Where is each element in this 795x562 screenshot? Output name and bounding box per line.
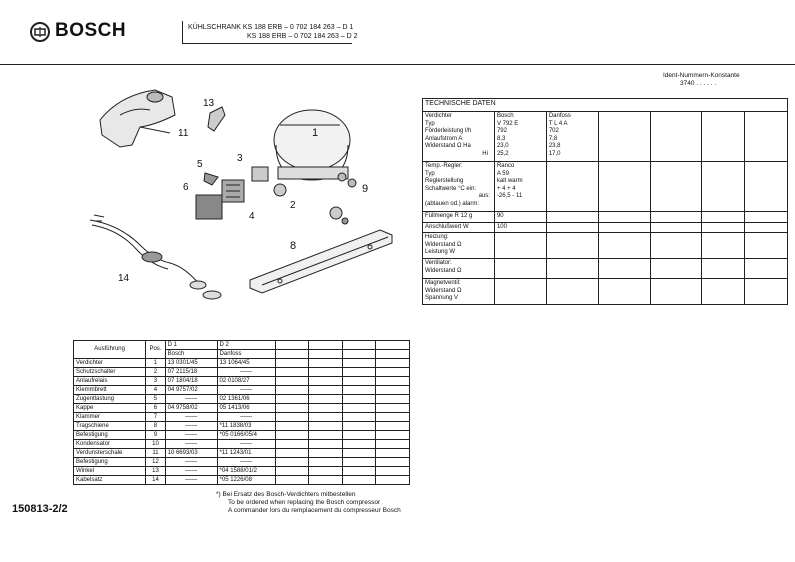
- parts-table: [73, 340, 410, 485]
- tech-row-anschluss: Anschlußwert W 100: [423, 222, 788, 233]
- brand-name: BOSCH: [55, 20, 127, 41]
- parts-header-d1: D 1: [165, 341, 217, 350]
- footnote-line-3: A commander lors du remplacement du compresseur Bosch: [228, 507, 401, 514]
- footnote-line-1: *) Bei Ersatz des Bosch-Verdichters mitbestellen: [216, 491, 356, 498]
- table-row: Tragschiene 8 —— *11 1838/03: [74, 422, 410, 431]
- table-row: Winkel 13 —— *04 1588/01/2: [74, 467, 410, 476]
- tech-row-ventilator: Ventilator: Widerstand Ω: [423, 259, 788, 279]
- table-row: Verdichter 1 13 0301/45 13 1064/45: [74, 359, 410, 368]
- callout-3: 3: [237, 153, 243, 164]
- table-row: Kappe 6 04 9758/02 05 1413/06: [74, 404, 410, 413]
- table-row: Kabelsatz 14 —— *05 1226/08: [74, 476, 410, 485]
- table-row: Klammer 7 —— ——: [74, 413, 410, 422]
- parts-header-d1-sub: Bosch: [165, 350, 217, 359]
- model-line-2: KS 188 ERB – 0 702 184 263 – D 2: [247, 33, 358, 40]
- parts-header-ausfuehrung: Ausführung: [74, 341, 146, 359]
- callout-11: 11: [178, 128, 189, 139]
- table-row: Befestigung 9 —— *05 0166/05/4: [74, 431, 410, 440]
- ident-value: 3740 . . . . . .: [680, 80, 717, 87]
- header-underline: [182, 43, 352, 44]
- tech-row-fuellmenge: Füllmenge R 12 g 90: [423, 212, 788, 223]
- technical-data-table: [422, 98, 788, 305]
- table-row: Kondensator 10 —— ——: [74, 440, 410, 449]
- header-bracket: [182, 21, 183, 43]
- callout-9: 9: [362, 183, 369, 195]
- table-row: Befestigung 12 —— ——: [74, 458, 410, 467]
- table-row: Klemmbrett 4 04 9757/02 ——: [74, 386, 410, 395]
- table-row: Anlaufrelais 3 07 1804/18 02 0108/27: [74, 377, 410, 386]
- callout-2: 2: [290, 200, 296, 211]
- callout-1: 1: [312, 127, 319, 139]
- parts-header-d2: D 2: [217, 341, 275, 350]
- callout-14: 14: [118, 273, 130, 284]
- table-row: Zugentlastung 5 —— 02 1361/06: [74, 395, 410, 404]
- tech-row-heizung: Heizung: Widerstand Ω Leistung W: [423, 233, 788, 259]
- ident-label: Ident-Nummern-Konstante: [663, 72, 740, 79]
- tech-row-magnetventil: Magnetventil: Widerstand Ω Spannung V: [423, 279, 788, 305]
- callout-13: 13: [203, 98, 215, 109]
- parts-header-pos: Pos.: [146, 341, 165, 359]
- exploded-parts-diagram: [80, 85, 410, 320]
- parts-header-d2-sub: Danfoss: [217, 350, 275, 359]
- table-row: Schutzschalter 2 07 2115/18 ——: [74, 368, 410, 377]
- tech-row-verdichter: Verdichter Typ Förderleistung l/h Anlaufstrom A Widerstand Ω Ha Hi Bosch V 792 E 792 8,3 23,0 25,2 Danfoss T L 4 A 702 7,8 23,8 17,0: [423, 112, 788, 162]
- document-number: 150813-2/2: [12, 503, 68, 515]
- callout-6: 6: [183, 182, 189, 193]
- tech-row-regler: Temp.-Regler: Typ Reglerstellung Schaltwerte °C ein: aus: (abtauen od.) alarm: Ranco A 59 kalt warm + 4 + 4 -26,5 - 11: [423, 162, 788, 212]
- header-rule: [0, 64, 795, 65]
- tech-title: TECHNISCHE DATEN: [423, 99, 788, 112]
- callout-8: 8: [290, 240, 297, 252]
- table-row: Verdunsterschale 11 10 6693/03 *11 1243/01: [74, 449, 410, 458]
- model-line-1: KÜHLSCHRANK KS 188 ERB – 0 702 184 263 – D 1: [188, 24, 354, 31]
- bosch-logo-icon: [30, 22, 50, 42]
- footnote-line-2: To be ordered when replacing the Bosch compressor: [228, 499, 381, 506]
- callout-5: 5: [197, 159, 203, 170]
- callout-4: 4: [249, 211, 255, 222]
